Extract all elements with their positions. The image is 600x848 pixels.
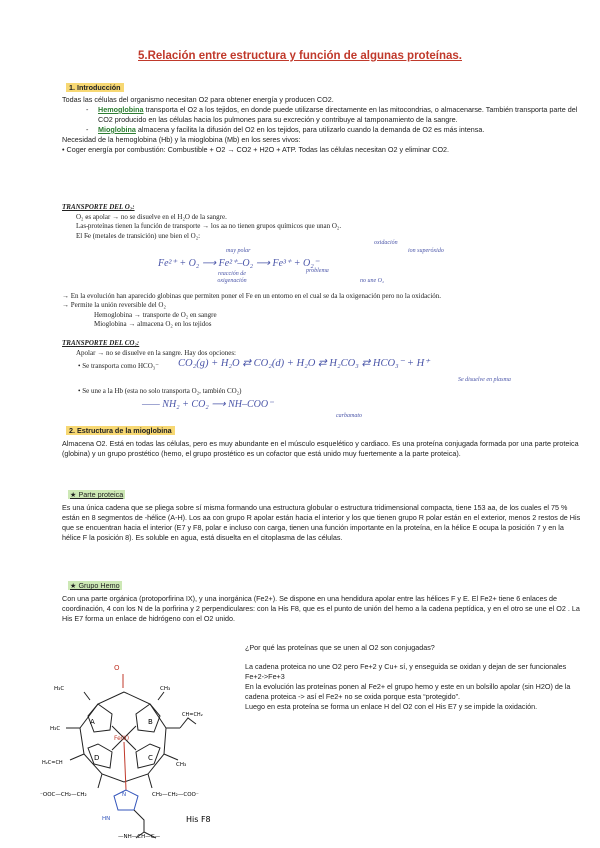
answer-2: En la evolución las proteínas ponen al Fe2+ el grupo hemo y este en un bolsillo apolar (sin H2O) de la cadena proteica -> así el Fe2+ no se oxida porque esta “protegido”. bbox=[245, 681, 571, 701]
o2-label: O bbox=[114, 664, 120, 672]
ch3-label-2: H₃C bbox=[50, 726, 61, 732]
ch3-label-4: CH₃ bbox=[176, 762, 187, 768]
ann-problema: problema bbox=[306, 268, 329, 274]
energy-paragraph: • Coger energía por combustión: Combustible + O2 → CO2 + H2O + ATP. Todas las células necesitan O2 y eliminar CO2. bbox=[62, 144, 450, 154]
ann-carbamato: carbamato bbox=[336, 413, 362, 419]
ring-a-label: A bbox=[90, 718, 95, 726]
hb-item: - Hemoglobina transporta el O2 a los tejidos, en donde puede utilizarse directamente en las mitocondrias, o almacenarse. También transporta parte del CO2 producido en las células hacia los pulmones para su excreción y contribuye al tamponamiento de la sangre. bbox=[62, 105, 582, 125]
section-1-heading: 1. Introducción bbox=[66, 83, 124, 93]
subheading-grupo-hemo: ★ Grupo Hemo bbox=[70, 581, 120, 590]
intro-paragraph: Todas las células del organismo necesitan O2 para obtener energía y producen CO2. bbox=[62, 95, 334, 104]
fe-his-bond bbox=[124, 742, 126, 790]
propionate-label-2: CH₂—CH₂—COO⁻ bbox=[152, 792, 199, 798]
co2-equation-2: —— NH₂ + CO₂ ⟶ NH–COO⁻ bbox=[142, 399, 274, 410]
answers bbox=[245, 662, 583, 712]
ann-disuelve: Se disuelve en plasma bbox=[458, 377, 511, 383]
o2-equation: Fe²⁺ + O₂ ⟶ Fe²⁺–O₂ ⟶ Fe³⁺ + O₂⁻ bbox=[158, 258, 320, 269]
vinyl-bond bbox=[180, 718, 196, 728]
ch3-label-1: H₃C bbox=[54, 686, 65, 692]
co2-line: Apolar → no se disuelve en la sangre. Hay dos opciones: bbox=[76, 348, 236, 357]
answer-3: Luego en esta proteína se forma un enlace H del O2 con el His E7 y se impide la oxidación. bbox=[245, 701, 538, 711]
ring-b-label: B bbox=[148, 718, 153, 726]
ring-d-label: D bbox=[94, 754, 100, 762]
evolution-line-2: → Permite la unión reversible del O₂ bbox=[62, 301, 166, 310]
evolution-line: → En la evolución han aparecido globinas que permiten poner el Fe en un entorno en el cual se da la oxigenación pero no la oxidación. bbox=[62, 292, 442, 300]
ring-c-label: C bbox=[148, 754, 153, 762]
propionate-label-1: ⁻OOC—CH₂—CH₂ bbox=[40, 792, 87, 798]
question: ¿Por qué las proteínas que se unen al O2 son conjugadas? bbox=[245, 643, 435, 652]
page-title: 5.Relación entre estructura y función de algunas proteínas. bbox=[138, 50, 462, 62]
mb-item: - Mioglobina almacena y facilita la difusión del O2 en los tejidos, para utilizarlo cuando la demanda de O2 es más intensa. bbox=[62, 125, 582, 135]
evolution-block bbox=[62, 292, 590, 330]
ann-reaccion: reacción de oxigenación bbox=[217, 271, 247, 284]
evolution-hb: Hemoglobina → transporte de O₂ en sangre bbox=[94, 310, 217, 319]
heme-structure-diagram bbox=[40, 640, 240, 840]
answer-1: La cadena proteica no une O2 pero Fe+2 y Cu+ sí, y enseguida se oxidan y dejan de ser funcionales Fe+2->Fe+3 bbox=[245, 662, 567, 681]
co2-bullet-1: • Se transporta como HCO₃⁻ bbox=[78, 362, 159, 370]
section-2-heading: 2. Estructura de la mioglobina bbox=[66, 426, 175, 436]
grupo-hemo-paragraph: Con una parte orgánica (protoporfirina IX), y una inorgánica (Fe2+). Se dispone en una hendidura apolar entre las hélices F y E. El Fe2+ tiene 6 enlaces de coordinación, 4 con los N de la porfirina y 2 perpendiculares: con la His F8, que es el punto de unión del hemo a la cadena peptídica, y en el otro se une el O2 . La His E7 forma un enlace de hidrógeno con el O2 unido. bbox=[62, 594, 580, 623]
co2-heading: TRANSPORTE DEL CO₂: bbox=[62, 339, 140, 347]
ch3-label-3: CH₃ bbox=[160, 686, 171, 692]
vinyl-label-1: H₂C=CH bbox=[42, 760, 63, 766]
subheading-parte-proteica: ★ Parte proteica bbox=[70, 490, 124, 499]
ann-no-une: no une O₂ bbox=[360, 278, 385, 284]
his-n-label: N bbox=[122, 792, 127, 798]
co2-bullet-2: • Se une a la Hb (esta no solo transporta O₂, también CO₂) bbox=[78, 387, 242, 395]
fe-label: Fe(II) bbox=[114, 735, 130, 742]
o2-block bbox=[62, 203, 582, 241]
ann-superoxido: ion superóxido bbox=[408, 248, 444, 254]
pyrrole-d bbox=[88, 744, 112, 768]
vinyl-label-2: CH=CH₂ bbox=[182, 712, 203, 718]
o2-list: - O₂ es apolar → no se disuelve en el H₂O de la sangre. - Las proteínas tienen la función de transporte → los aa no tienen grupos químicos que unan O₂. - El Fe (metales de transición) une bien el O₂: bbox=[62, 213, 582, 241]
o2-heading: TRANSPORTE DEL O₂: bbox=[62, 203, 135, 211]
intro-list bbox=[62, 105, 582, 135]
co2-block bbox=[62, 339, 582, 358]
ann-oxidacion: oxidación bbox=[374, 240, 398, 246]
his-nh-label: HN bbox=[102, 816, 111, 822]
ann-muy-polar: muy polar bbox=[226, 248, 251, 254]
section-1-body bbox=[62, 95, 582, 155]
evolution-mb: Mioglobina → almacena O₂ en los tejidos bbox=[94, 320, 212, 329]
backbone-label: —NH—CH—C— bbox=[118, 834, 161, 840]
o2-equation-area bbox=[146, 240, 600, 291]
need-paragraph: Necesidad de la hemoglobina (Hb) y la mioglobina (Mb) en los seres vivos: bbox=[62, 134, 301, 144]
section-2-intro: Almacena O2. Está en todas las células, pero es muy abundante en el músculo esquelético y cardiaco. Es una proteína conjugada formada por una parte proteica (globina) y un grupo prostético (hemo, el grupo prostético es un cofactor que está unido muy fuertemente a la parte proteica). bbox=[62, 439, 579, 458]
parte-proteica-paragraph: Es una única cadena que se pliega sobre sí misma formando una estructura globular o estructura tridimensional compacta, tiene 153 aa, de los cuales el 75 % están en 8 segmentos de -hélice (A-H). Los aa con grupo R apolar están hacia el interior y los que tienen grupo R polar están en el exterior, menos 2 restos de His que se encuentran hacia el interior (E7 y F8, polar e incluso con carga, tienen una función importante en la proteína, en la hélice E ocupa la posición 7 y en la hélice F la posición 8). Es soluble en agua, está disuelta en el citoplasma de las células. bbox=[62, 503, 581, 542]
his-f8-label: His F8 bbox=[186, 815, 211, 824]
co2-equation: CO₂(g) + H₂O ⇄ CO₂(d) + H₂O ⇄ H₂CO₃ ⇄ HCO₃⁻ + H⁺ bbox=[178, 358, 430, 369]
